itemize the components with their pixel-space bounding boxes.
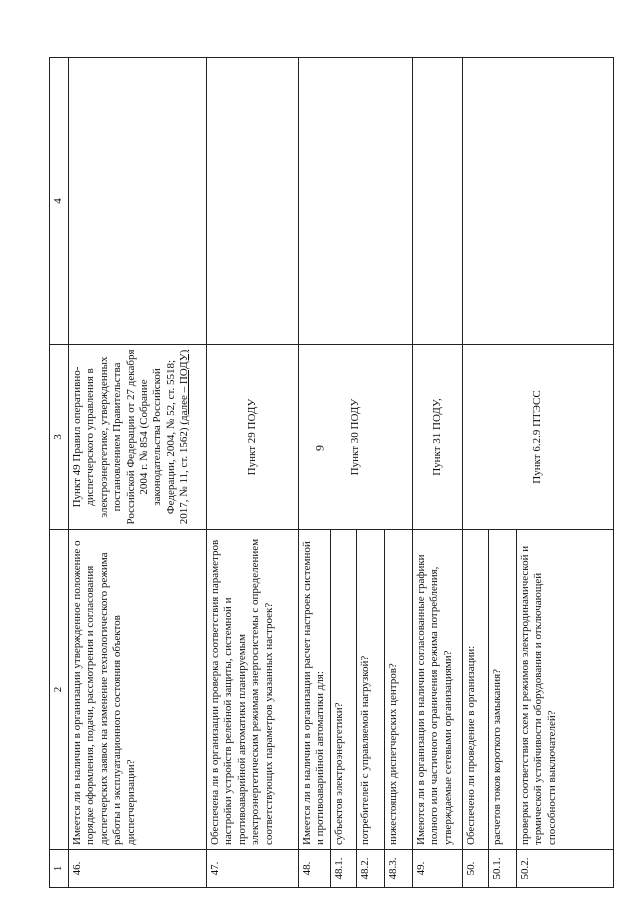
row-reference: Пункт 29 ПОДУ (207, 345, 299, 530)
rotated-table-container (49, 58, 614, 888)
row-notes (462, 58, 613, 345)
row-question: Имеется ли в наличии в организации расчет настроек системной и противоаварийной автоматики для: (299, 530, 331, 850)
row-notes (207, 58, 299, 345)
row-question: Обеспечено ли проведение в организации: (462, 530, 488, 850)
row-number: 48.2. (356, 850, 384, 888)
row-reference (69, 345, 207, 530)
reference-text: Пункт 49 Правил оперативно-диспетчерского управления в электроэнергетике, утвержденных постановлением Правительства Российской Федерации от 27 декабря 2004 г. № 854 (Собрание законодательства Российской Федерации, 2004, № 52, ст. 5518; 2017, № 11, ст. 1562) (71, 349, 191, 525)
row-question: проверки соответствия схем и режимов электродинамической и термической устойчивости оборудования и отключающей способности выключателей? (516, 530, 613, 850)
row-question: потребителей с управляемой нагрузкой? (356, 530, 384, 850)
row-question: Имеются ли в организации в наличии согласованные графики полного или частичного ограничения режима потребления, утверждаемые сетевыми организациями? (412, 530, 462, 850)
row-question: субъектов электроэнергетики? (330, 530, 356, 850)
row-notes (299, 58, 413, 345)
row-reference: Пункт 6.2.9 ПТЭСС (462, 345, 613, 530)
row-number: 47. (207, 850, 299, 888)
reference-note: (далее – ПОДУ) (178, 349, 191, 425)
table-row (462, 58, 488, 888)
row-number: 50.1. (488, 850, 516, 888)
column-header: 1 (50, 850, 69, 888)
page-number: 9 (312, 445, 327, 451)
table-row (69, 58, 207, 888)
row-question: расчетов токов короткого замыкания? (488, 530, 516, 850)
row-notes (412, 58, 462, 345)
row-reference: Пункт 30 ПОДУ (299, 345, 413, 530)
column-header: 3 (50, 345, 69, 530)
table-row (207, 58, 299, 888)
row-number: 46. (69, 850, 207, 888)
row-number: 50. (462, 850, 488, 888)
row-number: 48.3. (384, 850, 412, 888)
row-reference: Пункт 31 ПОДУ, (412, 345, 462, 530)
row-number: 49. (412, 850, 462, 888)
header-row (50, 58, 69, 888)
row-question: нижестоящих диспетчерских центров? (384, 530, 412, 850)
table-row (412, 58, 462, 888)
row-question: Имеется ли в наличии в организации утвержденное положение о порядке оформления, подачи, рассмотрения и согласования диспетчерских заявок на изменение технологического режима работы и эксплуатационного состояния объектов диспетчеризации? (69, 530, 207, 850)
row-number: 48. (299, 850, 331, 888)
column-header: 4 (50, 58, 69, 345)
table-row (299, 58, 331, 888)
checklist-table (49, 57, 614, 888)
column-header: 2 (50, 530, 69, 850)
row-number: 48.1. (330, 850, 356, 888)
row-question: Обеспечена ли в организации проверка соответствия параметров настройки устройств релейной защиты, системной и противоаварийной автоматики планируемым электроэнергетическим режимам энергосистемы с определением соответствующих параметров указанных настроек? (207, 530, 299, 850)
row-number: 50.2. (516, 850, 613, 888)
row-notes (69, 58, 207, 345)
